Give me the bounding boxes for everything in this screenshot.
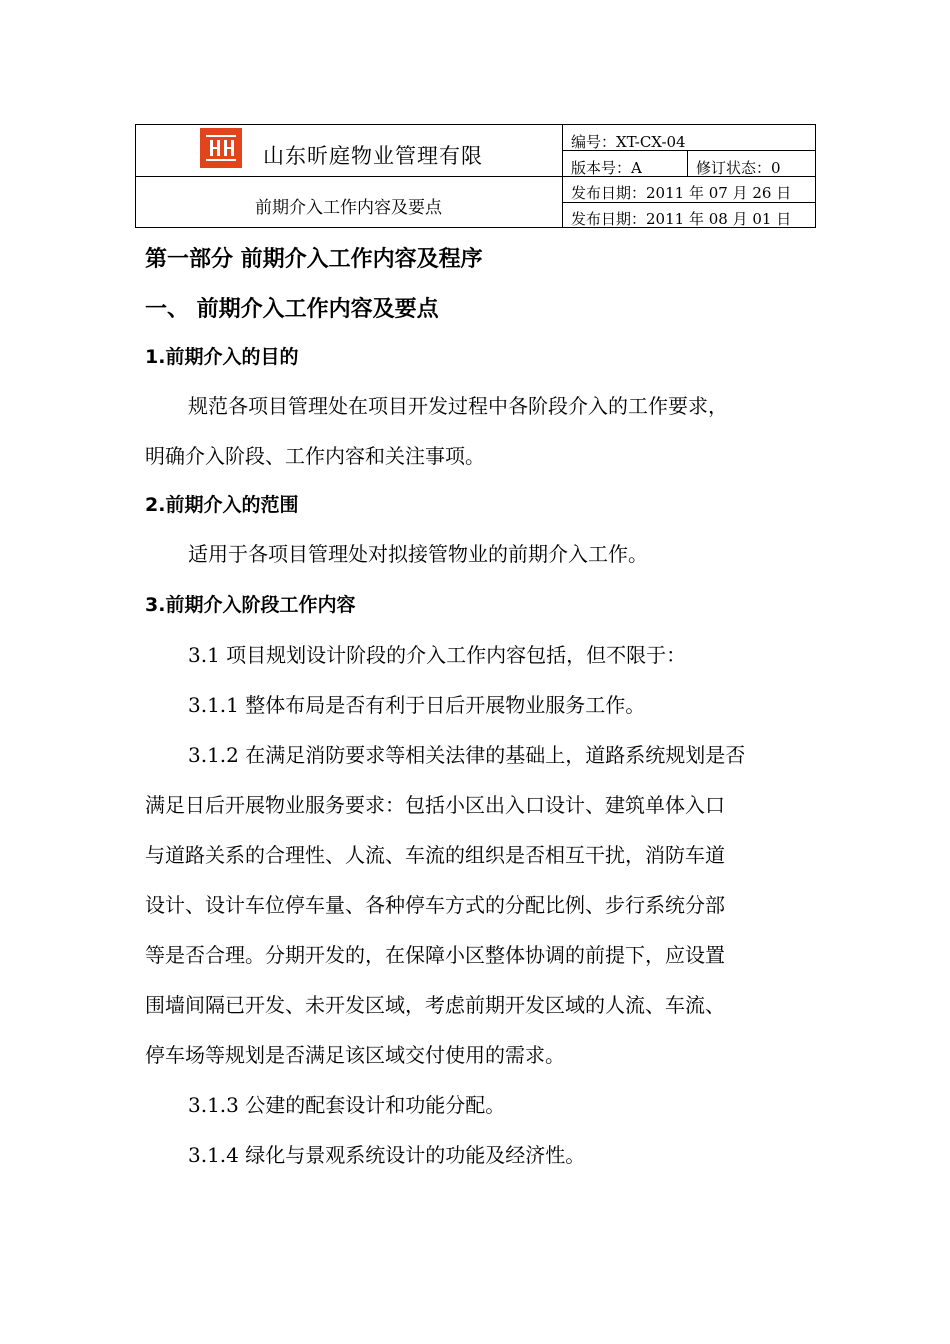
publish-date-2: 发布日期：2011 年 08 月 01 日 [571, 210, 792, 228]
publish-date-1: 发布日期：2011 年 07 月 26 日 [571, 184, 792, 202]
paragraph-line: 3.1.4 绿化与景观系统设计的功能及经济性。 [188, 1143, 586, 1167]
company-name: 山东昕庭物业管理有限 [263, 144, 483, 168]
section-title: 一、 前期介入工作内容及要点 [145, 297, 439, 322]
paragraph-line: 围墙间隔已开发、未开发区域，考虑前期开发区域的人流、车流、 [145, 993, 725, 1017]
header-divider-version [687, 150, 688, 177]
subsection-title-2: 2.前期介入的范围 [145, 494, 299, 516]
paragraph-line: 3.1.1 整体布局是否有利于日后开展物业服务工作。 [188, 693, 646, 717]
company-logo-icon [200, 128, 242, 168]
paragraph-line: 满足日后开展物业服务要求：包括小区出入口设计、建筑单体入口 [145, 793, 725, 817]
subsection-title-3: 3.前期介入阶段工作内容 [145, 594, 356, 616]
document-version: 版本号：A [571, 159, 642, 177]
document-revision: 修订状态：0 [696, 159, 781, 177]
document-code: 编号：XT-CX-04 [571, 133, 686, 151]
document-title: 前期介入工作内容及要点 [255, 198, 442, 218]
paragraph-line: 适用于各项目管理处对拟接管物业的前期介入工作。 [188, 542, 648, 566]
paragraph-line: 停车场等规划是否满足该区域交付使用的需求。 [145, 1043, 565, 1067]
paragraph-line: 3.1.2 在满足消防要求等相关法律的基础上，道路系统规划是否 [188, 743, 746, 767]
paragraph-line: 设计、设计车位停车量、各种停车方式的分配比例、步行系统分部 [145, 893, 725, 917]
paragraph-line: 规范各项目管理处在项目开发过程中各阶段介入的工作要求， [188, 394, 728, 418]
paragraph-line: 等是否合理。分期开发的，在保障小区整体协调的前提下，应设置 [145, 943, 725, 967]
part-title: 第一部分 前期介入工作内容及程序 [145, 247, 483, 272]
subsection-title-1: 1.前期介入的目的 [145, 346, 299, 368]
paragraph-line: 3.1.3 公建的配套设计和功能分配。 [188, 1093, 506, 1117]
paragraph-line: 与道路关系的合理性、人流、车流的组织是否相互干扰，消防车道 [145, 843, 725, 867]
paragraph-line: 3.1 项目规划设计阶段的介入工作内容包括，但不限于： [188, 643, 687, 667]
paragraph-line: 明确介入阶段、工作内容和关注事项。 [145, 444, 485, 468]
